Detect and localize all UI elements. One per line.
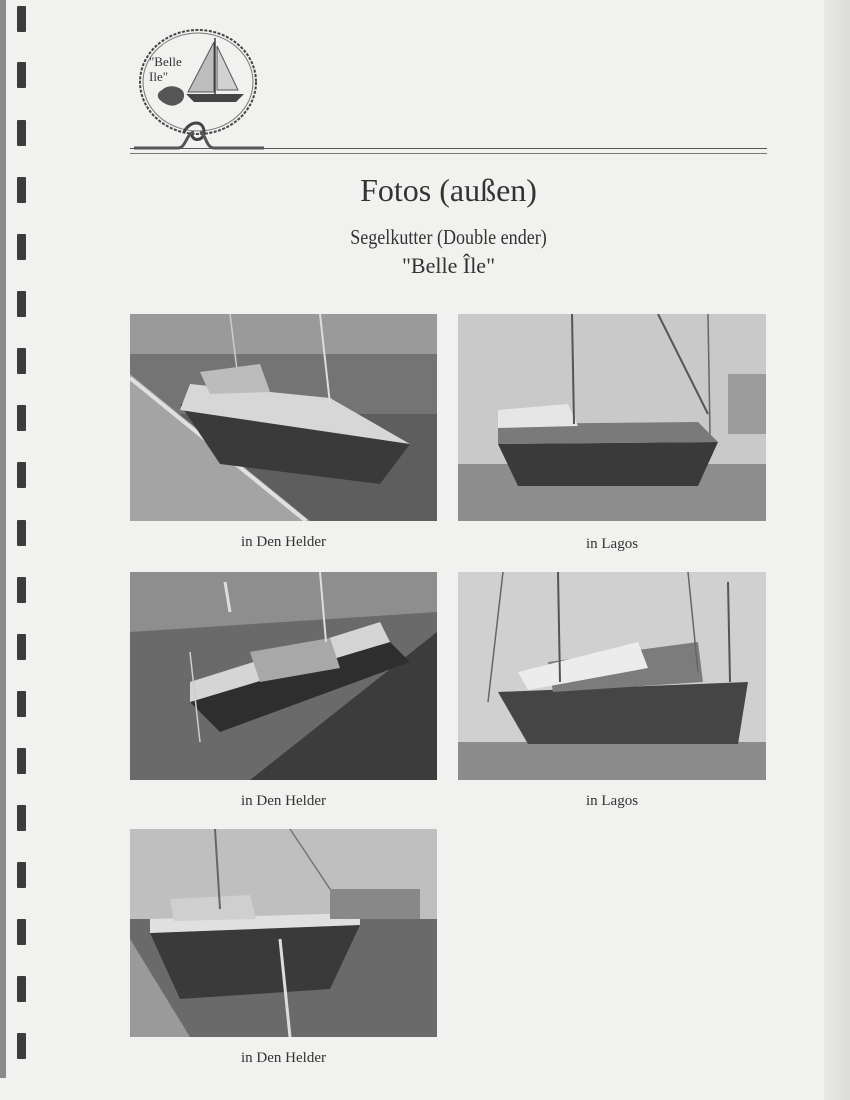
photo-caption: in Den Helder bbox=[241, 534, 326, 550]
binding-hole bbox=[17, 691, 26, 717]
photo-caption: in Lagos bbox=[585, 536, 639, 552]
binding-hole bbox=[17, 805, 26, 831]
photo-caption: in Den Helder bbox=[241, 1050, 326, 1066]
photo-lagos-1 bbox=[458, 314, 766, 521]
binding-hole bbox=[17, 405, 26, 431]
header-rule bbox=[130, 148, 767, 154]
sailboat-photo-icon bbox=[458, 572, 766, 780]
sailboat-rope-emblem-icon bbox=[134, 24, 264, 162]
binding-hole bbox=[17, 577, 26, 603]
photo-den-helder-2 bbox=[130, 572, 437, 780]
logo-text: "Belle Ile" bbox=[149, 54, 182, 84]
photo-lagos-2 bbox=[458, 572, 766, 780]
photo-den-helder-1 bbox=[130, 314, 437, 521]
binding-hole bbox=[17, 1033, 26, 1059]
binding-hole bbox=[17, 120, 26, 146]
binding-hole bbox=[17, 462, 26, 488]
binding-hole bbox=[17, 919, 26, 945]
photo-den-helder-3 bbox=[130, 829, 437, 1037]
page-title: Fotos (außen) bbox=[360, 172, 537, 208]
binding-hole bbox=[17, 862, 26, 888]
binding-hole bbox=[17, 291, 26, 317]
sailboat-photo-icon bbox=[130, 314, 437, 521]
binding-hole bbox=[17, 520, 26, 546]
binding-hole bbox=[17, 234, 26, 260]
photo-caption: in Den Helder bbox=[241, 793, 326, 809]
boat-name: "Belle Île" bbox=[401, 253, 496, 278]
binding-hole bbox=[17, 6, 26, 32]
binding-hole bbox=[17, 634, 26, 660]
binding-hole bbox=[17, 976, 26, 1002]
belle-ile-logo bbox=[134, 24, 264, 162]
sailboat-photo-icon bbox=[458, 314, 766, 521]
photo-caption: in Lagos bbox=[585, 793, 639, 809]
page-subtitle: Segelkutter (Double ender) bbox=[350, 225, 547, 249]
binding-hole bbox=[17, 177, 26, 203]
page-edge-shadow bbox=[824, 0, 850, 1100]
sailboat-photo-icon bbox=[130, 829, 437, 1037]
sailboat-photo-icon bbox=[130, 572, 437, 780]
binding-hole bbox=[17, 748, 26, 774]
binding-hole bbox=[17, 62, 26, 88]
binding-strip bbox=[0, 0, 6, 1078]
binding-hole bbox=[17, 348, 26, 374]
